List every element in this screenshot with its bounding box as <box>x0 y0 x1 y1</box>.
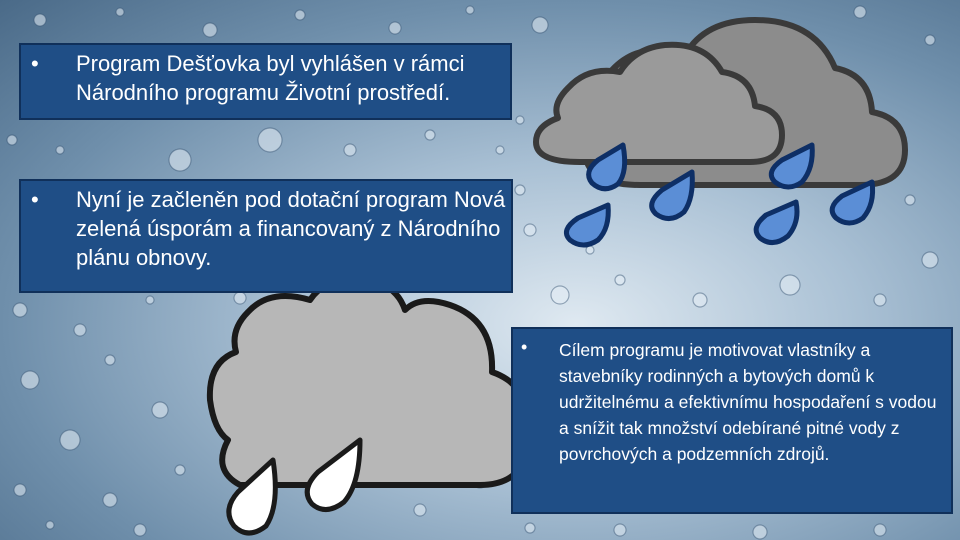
info-text-3: Cílem programu je motivovat vlastníky a stavebníky rodinných a bytových domů k udržitelnému a efektivnímu hospodaření s vodou a snížit tak množství odebírané pitné vody z povrchových a podzemních zdrojů. <box>559 340 937 464</box>
bullet: • <box>31 187 39 212</box>
info-box-3 <box>511 327 953 514</box>
bullet: • <box>31 51 39 76</box>
info-box-1 <box>19 43 512 120</box>
info-box-2 <box>19 179 513 293</box>
info-text-1: Program Dešťovka byl vyhlášen v rámci Národního programu Životní prostředí. <box>76 51 465 105</box>
bullet: • <box>521 337 528 357</box>
info-text-2: Nyní je začleněn pod dotační program Nová zelená úsporám a financovaný z Národního plánu obnovy. <box>76 187 506 270</box>
